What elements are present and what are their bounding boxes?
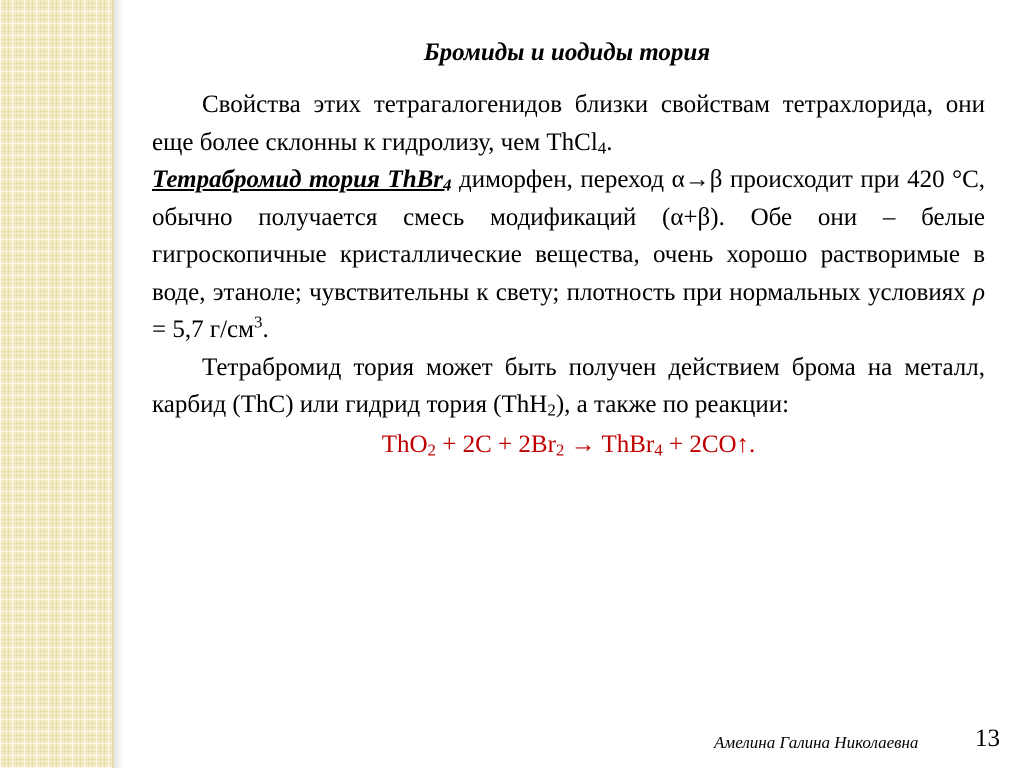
author-footer: Амелина Галина Николаевна	[714, 733, 919, 752]
p1-sub-1: 4	[597, 138, 607, 158]
p1-text-2: диморфен, переход α→β происходит при 420 °С, обычно получается смесь модификаций (α+β). Обе они – белые гигроскопичные кристаллические вещества, очень хорошо растворимые в воде, этаноле; чувствительны к свету; плотность при нормальных условиях	[152, 166, 985, 306]
sidebar-shadow	[114, 0, 124, 768]
p2-text-1: Тетрабромид тория может быть получен действием брома на металл, карбид (ThC) или гидрид тория (ThH	[152, 353, 985, 418]
p1-text-3: = 5,7 г/см	[152, 316, 254, 343]
paragraph-properties	[152, 86, 985, 349]
eq-part-a: ThO	[381, 430, 428, 458]
p2-sub-1: 2	[547, 400, 556, 420]
reaction-equation	[152, 426, 985, 464]
eq-sub-b: 2	[555, 440, 565, 460]
thbr4-heading-sub: 4	[443, 175, 452, 195]
eq-sub-c: 4	[654, 440, 663, 460]
p2-text-2: ), а также по реакции:	[555, 391, 790, 418]
decorative-sidebar	[0, 0, 112, 768]
p1-text-1-end: .	[606, 128, 613, 156]
eq-part-c: → ThBr	[564, 430, 655, 458]
slide-title: Бромиды и иодиды тория	[423, 39, 711, 66]
p1-text-3-end: .	[262, 316, 269, 343]
eq-part-b: + 2C + 2Br	[436, 430, 556, 458]
paragraph-synthesis	[152, 349, 985, 424]
rho-symbol: ρ	[973, 278, 985, 306]
eq-part-d: + 2CO↑.	[662, 430, 756, 458]
p1-text-1: Свойства этих тетрагалогенидов близки свойствам тетрахлорида, они еще более склонны к гидролизу, чем ThCl	[152, 91, 985, 156]
thbr4-heading	[152, 166, 452, 193]
slide-body	[152, 86, 985, 463]
page-number: 13	[975, 725, 1000, 752]
eq-sub-a: 2	[427, 440, 437, 460]
thbr4-heading-text: Тетрабромид тория ThBr	[152, 166, 444, 193]
p1-sup-3: 3	[253, 312, 263, 332]
